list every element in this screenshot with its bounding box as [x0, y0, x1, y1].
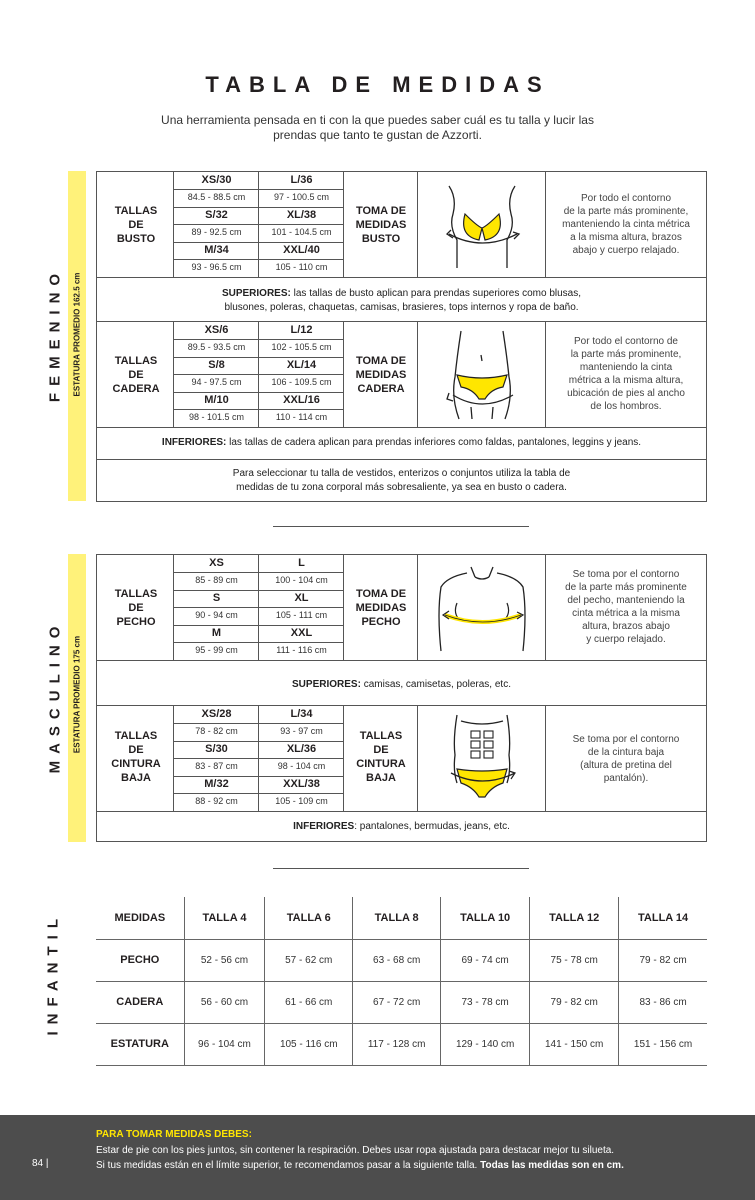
- busto-size-name: L/36: [290, 174, 313, 186]
- table-cell: 83 - 86 cm: [619, 981, 707, 1023]
- cintura-size-name: S/30: [205, 743, 228, 755]
- table-cell: 105 - 116 cm: [265, 1023, 353, 1065]
- masculino-superiores-note: SUPERIORES: camisas, camisetas, poleras, etc.: [292, 679, 511, 690]
- cadera-size-range: 102 - 105.5 cm: [271, 342, 332, 352]
- femenino-height-label: ESTATURA PROMEDIO 162.5 cm: [72, 272, 82, 397]
- cintura-size-range: 105 - 109 cm: [275, 796, 328, 806]
- column-header: TALLA 8: [353, 897, 441, 939]
- pecho-description: Se toma por el contorno de la parte más prominente del pecho, manteniendo la cinta métrica a la misma altura, brazos abajo y cuerpo relajado.: [565, 569, 687, 645]
- pecho-size-name: L: [298, 557, 305, 569]
- cintura-description: Se toma por el contorno de la cintura baja (altura de pretina del pantalón).: [572, 734, 680, 784]
- table-cell: 75 - 78 cm: [530, 939, 619, 981]
- cintura-size-name: XL/36: [286, 743, 317, 755]
- busto-size-range: 105 - 110 cm: [275, 262, 328, 272]
- busto-size-name: XS/30: [201, 174, 232, 186]
- femenino-table: [96, 171, 707, 502]
- cadera-size-name: S/8: [208, 359, 225, 371]
- cadera-size-name: XS/6: [204, 324, 229, 336]
- pecho-size-name: M: [211, 627, 222, 639]
- masculino-table: [96, 554, 707, 842]
- table-cell: 63 - 68 cm: [353, 939, 441, 981]
- cadera-size-name: L/12: [290, 324, 313, 336]
- separator-line: [273, 526, 529, 527]
- busto-size-name: XL/38: [286, 209, 317, 221]
- footer-title: PARA TOMAR MEDIDAS DEBES:: [96, 1129, 252, 1140]
- busto-description: Por todo el contorno de la parte más prominente, manteniendo la cinta métrica a la misma altura, brazos abajo y cuerpo relajado.: [562, 193, 690, 256]
- table-cell: 56 - 60 cm: [184, 981, 265, 1023]
- femenino-superiores-note: SUPERIORES: las tallas de busto aplican para prendas superiores como blusas, blusones, poleras, chaquetas, camisas, brasieres, tops internos y ropa de baño.: [221, 288, 582, 313]
- table-cell: 61 - 66 cm: [265, 981, 353, 1023]
- busto-size-name: M/34: [204, 244, 229, 256]
- busto-measure-label: TOMA DE MEDIDAS BUSTO: [355, 205, 407, 245]
- pecho-size-range: 90 - 94 cm: [195, 610, 238, 620]
- cadera-size-range: 89.5 - 93.5 cm: [187, 342, 246, 352]
- cintura-size-name: XXL/38: [283, 778, 320, 790]
- table-row: [96, 981, 707, 1023]
- cadera-size-range: 94 - 97.5 cm: [191, 377, 242, 387]
- subtitle-line-1: Una herramienta pensada en ti con la que puedes saber cuál es tu talla y lucir las: [161, 113, 594, 127]
- busto-size-range: 84.5 - 88.5 cm: [187, 192, 246, 202]
- busto-size-range: 93 - 96.5 cm: [191, 262, 242, 272]
- column-header: MEDIDAS: [96, 897, 184, 939]
- cintura-size-range: 93 - 97 cm: [280, 726, 323, 736]
- cintura-size-range: 98 - 104 cm: [277, 761, 326, 771]
- table-row: [96, 1023, 707, 1065]
- hips-icon: [427, 327, 537, 423]
- busto-label: TALLAS DE BUSTO: [114, 205, 158, 245]
- table-cell: 96 - 104 cm: [184, 1023, 265, 1065]
- pecho-size-range: 100 - 104 cm: [275, 575, 328, 585]
- table-cell: 79 - 82 cm: [530, 981, 619, 1023]
- pecho-size-name: XXL: [290, 627, 313, 639]
- masculino-height-label: ESTATURA PROMEDIO 175 cm: [72, 635, 82, 754]
- bra-icon: [427, 178, 537, 272]
- table-cell: 57 - 62 cm: [265, 939, 353, 981]
- pecho-measure-label: TOMA DE MEDIDAS PECHO: [355, 588, 407, 628]
- page-subtitle: [140, 113, 615, 143]
- busto-size-range: 97 - 100.5 cm: [273, 192, 330, 202]
- busto-size-range: 89 - 92.5 cm: [191, 227, 242, 237]
- table-cell: 79 - 82 cm: [619, 939, 707, 981]
- pecho-size-range: 111 - 116 cm: [276, 645, 327, 655]
- footer-line-1: Estar de pie con los pies juntos, sin contener la respiración. Debes usar ropa ajustada para destacar mejor tu silueta.: [96, 1145, 615, 1156]
- cadera-description: Por todo el contorno de la parte más prominente, manteniendo la cinta métrica a la misma altura, ubicación de pies al ancho de los hombros.: [567, 336, 685, 412]
- pecho-size-name: XS: [209, 557, 224, 569]
- column-header: TALLA 14: [619, 897, 707, 939]
- separator-line: [273, 868, 529, 869]
- cintura-size-name: M/32: [204, 778, 229, 790]
- masculino-inferiores-note: INFERIORES: pantalones, bermudas, jeans, etc.: [293, 821, 510, 832]
- footer-line-2: Si tus medidas están en el límite superior, te recomendamos pasar a la siguiente talla. Todas las medidas son en cm.: [96, 1160, 624, 1171]
- column-header: TALLA 4: [184, 897, 265, 939]
- page-title: TABLA DE MEDIDAS: [205, 72, 550, 97]
- pecho-size-name: XL: [294, 592, 309, 604]
- column-header: TALLA 12: [530, 897, 619, 939]
- pecho-size-name: S: [212, 592, 221, 604]
- cadera-size-range: 110 - 114 cm: [275, 412, 328, 422]
- table-cell: 69 - 74 cm: [441, 939, 530, 981]
- row-header: PECHO: [96, 939, 184, 981]
- busto-size-name: XXL/40: [283, 244, 320, 256]
- masculino-section-label: MASCULINO: [46, 619, 64, 774]
- cadera-measure-label: TOMA DE MEDIDAS CADERA: [355, 355, 407, 395]
- vestidos-note: Para seleccionar tu talla de vestidos, enterizos o conjuntos utiliza la tabla de medidas de tu zona corporal más sobresaliente, ya sea en busto o cadera.: [232, 468, 571, 493]
- cintura-size-range: 78 - 82 cm: [195, 726, 238, 736]
- cadera-size-name: M/10: [204, 394, 229, 406]
- femenino-section-label: FEMENINO: [46, 266, 64, 403]
- table-cell: 73 - 78 cm: [441, 981, 530, 1023]
- busto-size-range: 101 - 104.5 cm: [271, 227, 332, 237]
- femenino-inferiores-note: INFERIORES: las tallas de cadera aplican para prendas inferiores como faldas, pantalones, leggins y jeans.: [161, 437, 642, 448]
- cadera-size-range: 106 - 109.5 cm: [271, 377, 332, 387]
- cintura-size-name: L/34: [290, 708, 313, 720]
- infantil-section-label: INFANTIL: [44, 912, 62, 1036]
- table-row: [96, 939, 707, 981]
- footer: [0, 1115, 755, 1200]
- busto-size-name: S/32: [205, 209, 228, 221]
- subtitle-line-2: prendas que tanto te gustan de Azzorti.: [273, 128, 482, 142]
- waist-icon: [427, 711, 537, 807]
- row-header: ESTATURA: [96, 1023, 184, 1065]
- cadera-size-name: XXL/16: [283, 394, 320, 406]
- pecho-size-range: 95 - 99 cm: [195, 645, 238, 655]
- table-cell: 67 - 72 cm: [353, 981, 441, 1023]
- cintura-label: TALLAS DE CINTURA BAJA: [111, 730, 161, 784]
- chest-icon: [427, 563, 537, 655]
- cadera-label: TALLAS DE CADERA: [112, 355, 160, 395]
- table-cell: 52 - 56 cm: [184, 939, 265, 981]
- cintura-size-range: 88 - 92 cm: [195, 796, 238, 806]
- cadera-size-name: XL/14: [286, 359, 317, 371]
- column-header: TALLA 10: [441, 897, 530, 939]
- page-number: 84 |: [32, 1158, 49, 1169]
- cintura-size-range: 83 - 87 cm: [195, 761, 238, 771]
- pecho-label: TALLAS DE PECHO: [114, 588, 158, 628]
- row-header: CADERA: [96, 981, 184, 1023]
- table-cell: 151 - 156 cm: [619, 1023, 707, 1065]
- pecho-size-range: 105 - 111 cm: [275, 610, 328, 620]
- pecho-size-range: 85 - 89 cm: [195, 575, 238, 585]
- table-header-row: [96, 897, 707, 939]
- table-cell: 117 - 128 cm: [353, 1023, 441, 1065]
- column-header: TALLA 6: [265, 897, 353, 939]
- cintura-size-name: XS/28: [201, 708, 232, 720]
- cadera-size-range: 98 - 101.5 cm: [188, 412, 245, 422]
- table-cell: 129 - 140 cm: [441, 1023, 530, 1065]
- infantil-table: [96, 897, 707, 1066]
- table-cell: 141 - 150 cm: [530, 1023, 619, 1065]
- cintura-measure-label: TALLAS DE CINTURA BAJA: [356, 730, 406, 784]
